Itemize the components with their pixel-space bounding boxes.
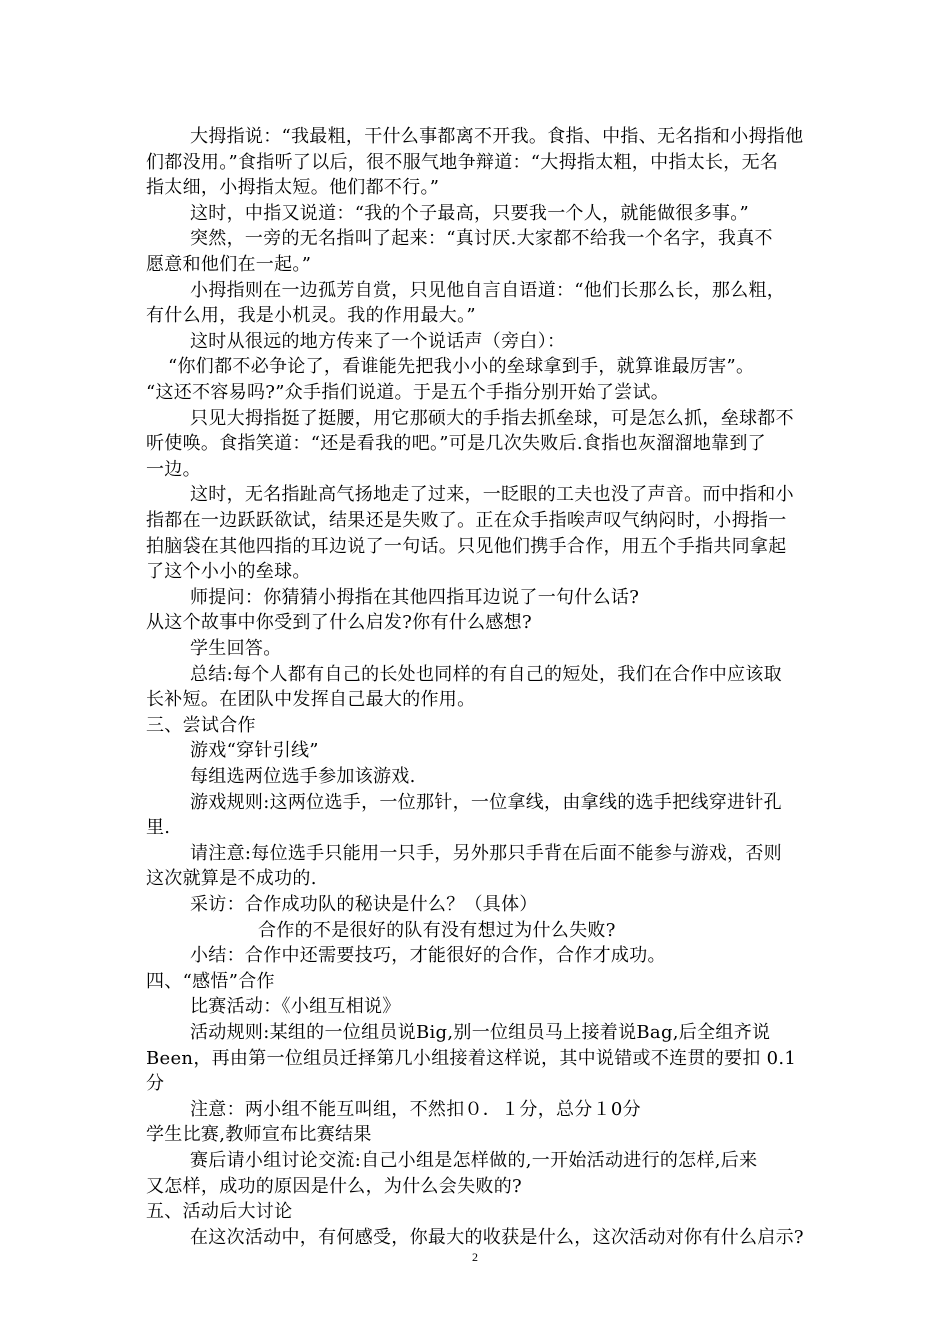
text-line: 从这个故事中你受到了什么启发?你有什么感想?	[146, 612, 532, 633]
text-line: 们都没用。”食指听了以后，很不服气地争辩道：“大拇指太粗，中指太长，无名	[146, 152, 779, 173]
text-line: 游戏规则:这两位选手，一位那针，一位拿线，由拿线的选手把线穿进针孔	[190, 792, 782, 813]
text-line: 听使唤。食指笑道：“还是看我的吧。”可是几次失败后.食指也灰溜溜地靠到了	[146, 433, 766, 454]
text-line: 合作的不是很好的队有没有想过为什么失败?	[258, 920, 616, 941]
text-line: 五、活动后大讨论	[146, 1201, 293, 1222]
text-line: 愿意和他们在一起。”	[146, 254, 312, 275]
text-line: “这还不容易吗?”众手指们说道。于是五个手指分别开始了尝试。	[146, 382, 670, 403]
text-line: 大拇指说：“我最粗，干什么事都离不开我。食指、中指、无名指和小拇指他	[190, 126, 804, 147]
text-line: Been，再由第一位组员迁择第几小组接着这样说，其中说错或不连贯的要扣 0.1	[146, 1048, 797, 1069]
text-line: 小拇指则在一边孤芳自赏，只见他自言自语道：“他们长那么长，那么粗，	[190, 280, 786, 301]
text-line: 在这次活动中，有何感受，你最大的收获是什么，这次活动对你有什么启示?	[190, 1227, 804, 1248]
text-line: 突然，一旁的无名指叫了起来：“真讨厌.大家都不给我一个名字，我真不	[190, 228, 773, 249]
text-line: 这时，无名指趾高气扬地走了过来，一眨眼的工夫也没了声音。而中指和小	[190, 484, 794, 505]
text-line: 每组选两位选手参加该游戏.	[190, 766, 416, 787]
text-line: 比赛活动：《小组互相说》	[190, 996, 401, 1017]
text-line: 活动规则:某组的一位组员说Big,别一位组员马上接着说Bag,后全组齐说	[190, 1022, 771, 1043]
text-line: 学生比赛,教师宣布比赛结果	[146, 1124, 372, 1145]
text-line: 有什么用，我是小机灵。我的作用最大。”	[146, 305, 476, 326]
text-line: 学生回答。	[190, 638, 282, 659]
text-line: 只见大拇指挺了挺腰，用它那硕大的手指去抓垒球，可是怎么抓，垒球都不	[190, 408, 794, 429]
page-number: 2	[472, 1250, 478, 1264]
text-line: 小结：合作中还需要技巧，才能很好的合作，合作才成功。	[190, 945, 666, 966]
text-line: 长补短。在团队中发挥自己最大的作用。	[146, 689, 476, 710]
text-line: 这时，中指又说道：“我的个子最高，只要我一个人，就能做很多事。”	[190, 203, 750, 224]
text-line: 一边。	[146, 459, 201, 480]
text-line: 了这个小小的垒球。	[146, 561, 311, 582]
text-line: 采访：合作成功队的秘诀是什么？（具体）	[190, 894, 538, 915]
text-line: 指太细，小拇指太短。他们都不行。”	[146, 177, 440, 198]
text-line: 总结:每个人都有自己的长处也同样的有自己的短处，我们在合作中应该取	[190, 664, 782, 685]
text-line: “你们都不必争论了，看谁能先把我小小的垒球拿到手，就算谁最厉害”。	[168, 356, 755, 377]
text-line: 四、“感悟”合作	[146, 971, 275, 992]
text-line: 注意：两小组不能互叫组，不然扣０．１分，总分１0分	[190, 1099, 641, 1120]
text-line: 又怎样，成功的原因是什么，为什么会失败的?	[146, 1176, 522, 1197]
text-line: 三、尝试合作	[146, 715, 256, 736]
text-line: 游戏“穿针引线”	[190, 740, 319, 761]
text-line: 这时从很远的地方传来了一个说话声（旁白）：	[190, 331, 566, 352]
text-line: 请注意:每位选手只能用一只手，另外那只手背在后面不能参与游戏，否则	[190, 843, 782, 864]
text-line: 这次就算是不成功的.	[146, 868, 317, 889]
text-line: 指都在一边跃跃欲试，结果还是失败了。正在众手指唉声叹气纳闷时，小拇指一	[146, 510, 787, 531]
text-line: 赛后请小组讨论交流:自己小组是怎样做的,一开始活动进行的怎样,后来	[190, 1150, 758, 1171]
text-line: 分	[146, 1073, 165, 1094]
text-line: 师提问：你猜猜小拇指在其他四指耳边说了一句什么话?	[190, 587, 640, 608]
text-line: 里.	[146, 817, 171, 838]
text-line: 拍脑袋在其他四指的耳边说了一句话。只见他们携手合作，用五个手指共同拿起	[146, 536, 787, 557]
